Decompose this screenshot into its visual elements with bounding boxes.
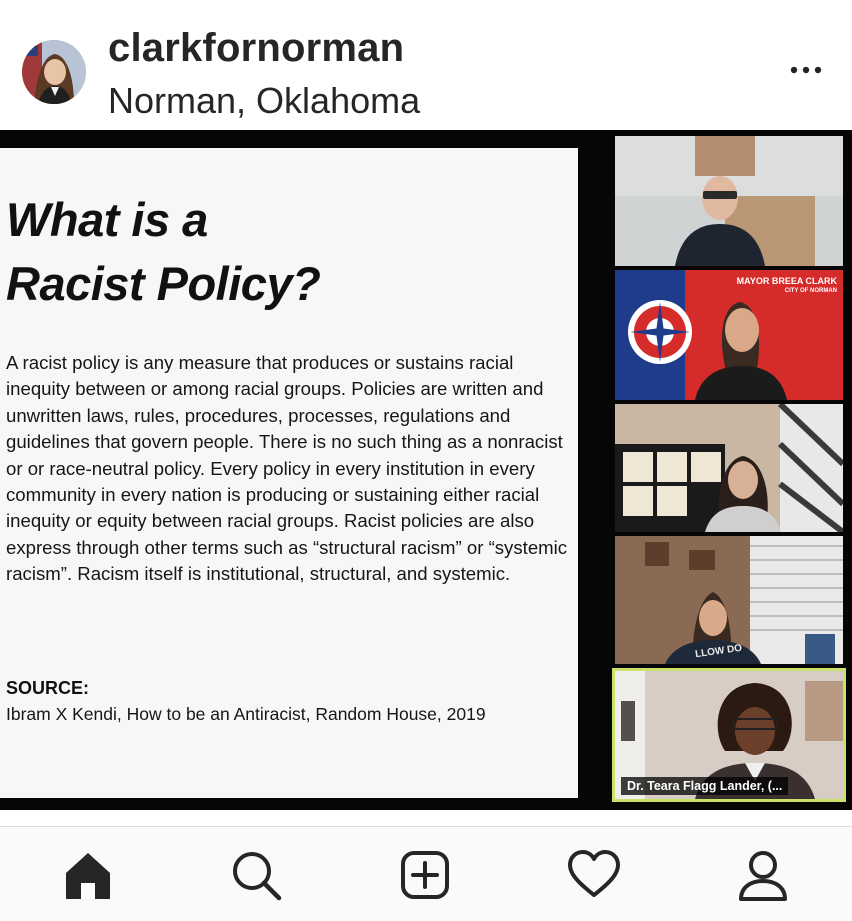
- slide-source-label: SOURCE:: [6, 678, 90, 698]
- profile-icon[interactable]: [733, 845, 793, 905]
- participant-video-3: [615, 404, 843, 532]
- slide-title-line-2: Racist Policy?: [6, 257, 321, 310]
- slide-source: Ibram X Kendi, How to be an Antiracist, Random House, 2019: [6, 704, 486, 724]
- more-horizontal-icon[interactable]: [788, 60, 824, 80]
- post-image[interactable]: [0, 130, 852, 810]
- banner-subtitle: CITY OF NORMAN: [784, 288, 837, 294]
- post-location[interactable]: Norman, Oklahoma: [108, 80, 421, 121]
- participant-name-label: Dr. Teara Flagg Lander, (...: [621, 777, 788, 795]
- post-username[interactable]: clarkfornorman: [108, 26, 405, 70]
- shared-slide: [0, 148, 578, 798]
- slide-title-line-1: What is a: [6, 193, 208, 246]
- participant-banner: [737, 276, 837, 296]
- avatar[interactable]: [22, 40, 86, 104]
- search-icon[interactable]: [226, 845, 286, 905]
- activity-heart-icon[interactable]: [564, 845, 624, 905]
- home-icon[interactable]: [58, 845, 118, 905]
- participant-video-5: [612, 668, 846, 802]
- shirt-text: LLOW DO: [694, 642, 743, 661]
- post-header: [0, 0, 852, 130]
- bottom-navigation: [0, 827, 852, 921]
- participant-video-4: [615, 536, 843, 664]
- slide-body-text: A racist policy is any measure that produces or sustains racial inequity between or among racial groups. Policies are written and unwritten laws, rules, procedures, processes, regulations and guidelines that govern people. There is no such thing as a nonracist or or race-neutral policy. Every policy in every institution in every community in every nation is producing or sustaining either racial inequity or equity between racial groups. Racist policies are also express through other terms such as “structural racism” or “systemic racism”. Racism itself is institutional, structural, and systemic.: [6, 352, 568, 585]
- banner-title: MAYOR BREEA CLARK: [736, 276, 837, 286]
- new-post-icon[interactable]: [395, 845, 455, 905]
- participant-video-2: [615, 270, 843, 400]
- participant-video-1: [615, 136, 843, 266]
- slide-title: [6, 188, 320, 316]
